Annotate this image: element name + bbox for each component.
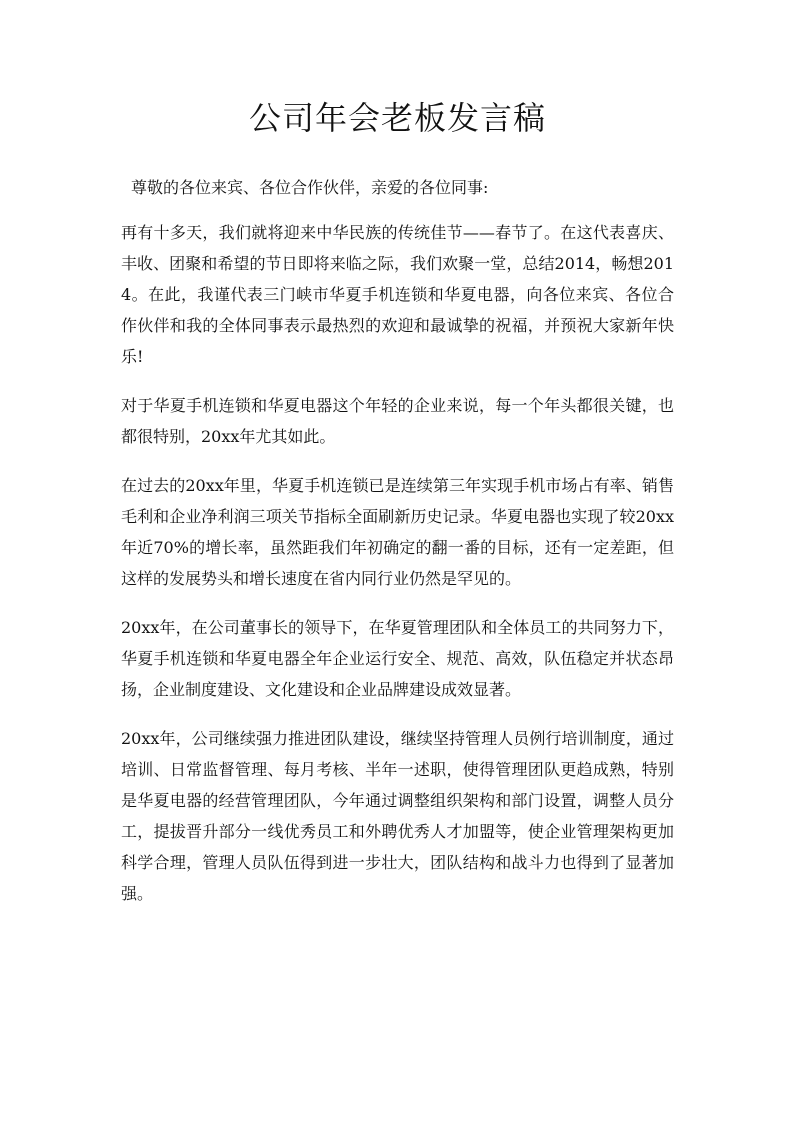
paragraph-3: 在过去的20xx年里，华夏手机连锁已是连续第三年实现手机市场占有率、销售毛利和企业净利润三项关节指标全面刷新历史记录。华夏电器也实现了较20xx年近70%的增长率，虽然距我们年初确定的翻一番的目标，还有一定差距，但这样的发展势头和增长速度在省内同行业仍然是罕见的。: [121, 476, 674, 588]
paragraph-2: 对于华夏手机连锁和华夏电器这个年轻的企业来说，每一个年头都很关键，也都很特别，20xx年尤其如此。: [121, 396, 674, 446]
document-title: 公司年会老板发言稿: [248, 99, 546, 137]
paragraph-5: 20xx年，公司继续强力推进团队建设，继续坚持管理人员例行培训制度，通过培训、日常监督管理、每月考核、半年一述职，使得管理团队更趋成熟，特别是华夏电器的经营管理团队，今年通过调整组织架构和部门设置，调整人员分工，提拔晋升部分一线优秀员工和外聘优秀人才加盟等，使企业管理架构更加科学合理，管理人员队伍得到进一步壮大，团队结构和战斗力也得到了显著加强。: [121, 729, 674, 903]
paragraph-1: 再有十多天，我们就将迎来中华民族的传统佳节——春节了。在这代表喜庆、丰收、团聚和希望的节日即将来临之际，我们欢聚一堂，总结2014，畅想2014。在此，我谨代表三门峡市华夏手机连锁和华夏电器，向各位来宾、各位合作伙伴和我的全体同事表示最热烈的欢迎和最诚挚的祝福，并预祝大家新年快乐!: [121, 223, 674, 366]
paragraph-4: 20xx年，在公司董事长的领导下，在华夏管理团队和全体员工的共同努力下，华夏手机连锁和华夏电器全年企业运行安全、规范、高效，队伍稳定并状态昂扬，企业制度建设、文化建设和企业品牌建设成效显著。: [121, 618, 674, 699]
greeting-line: 尊敬的各位来宾、各位合作伙伴，亲爱的各位同事:: [131, 178, 489, 197]
